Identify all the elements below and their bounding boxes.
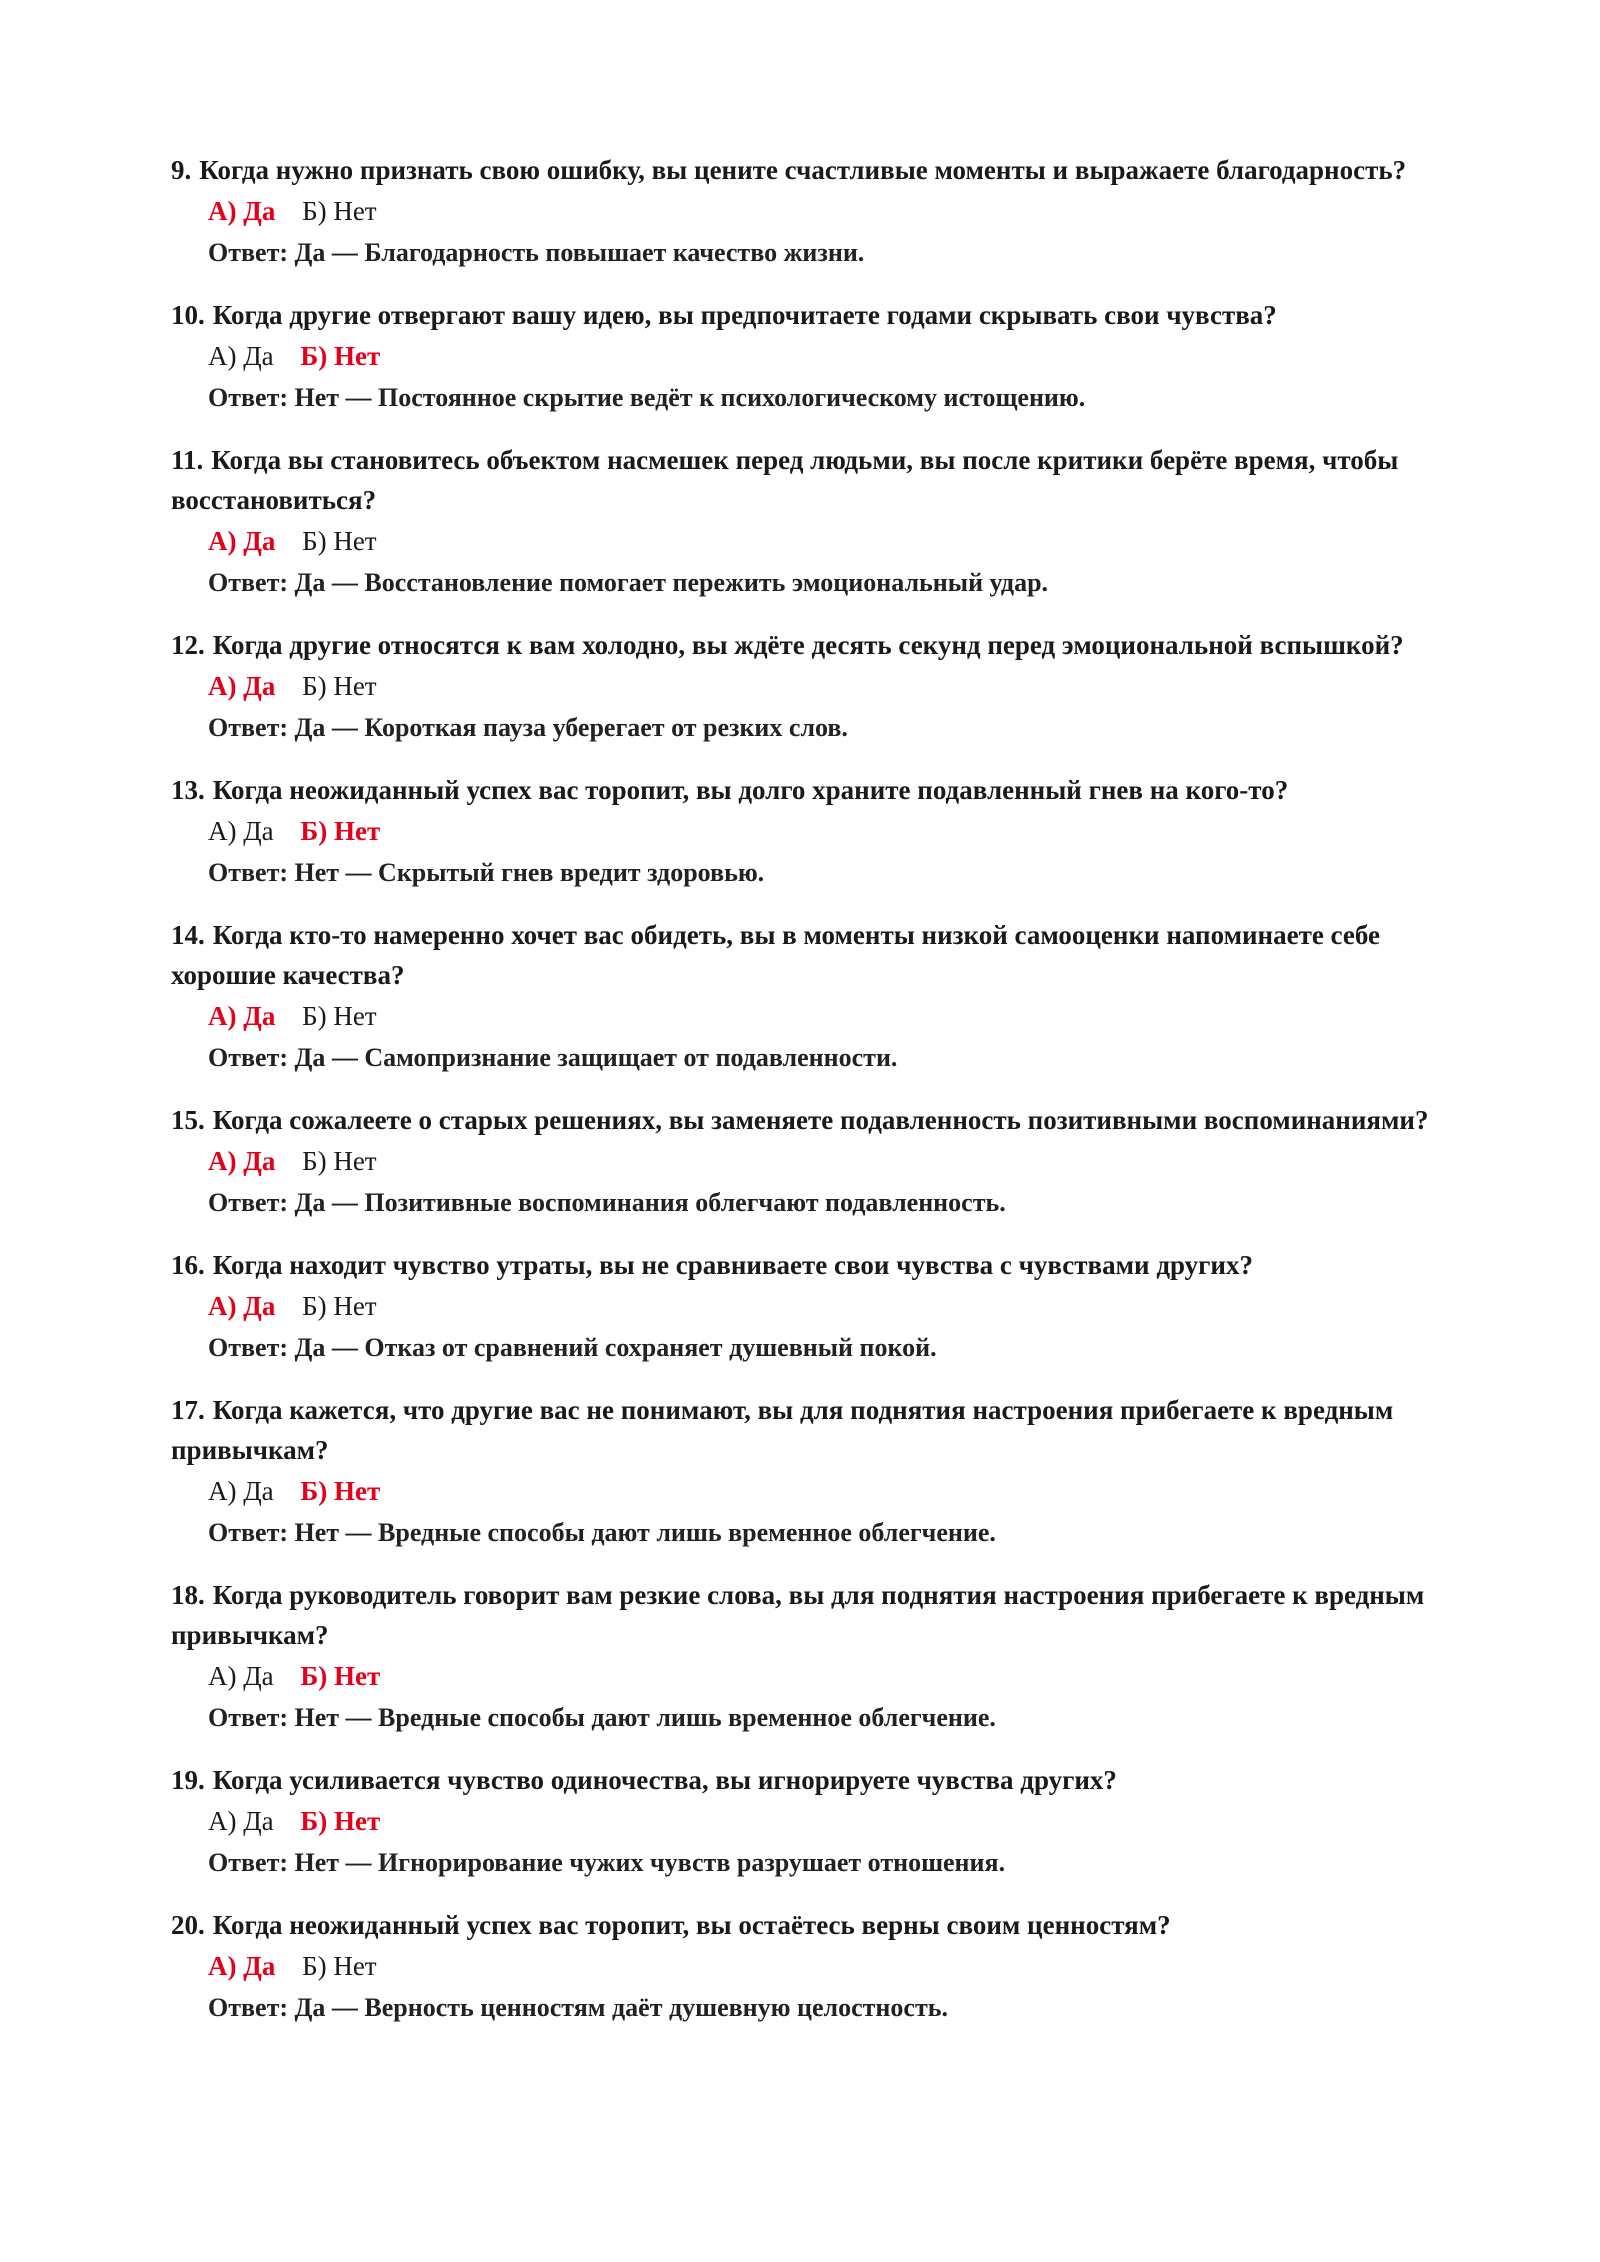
question-16 — [171, 1245, 1461, 1369]
option-b[interactable]: Б) Нет — [300, 341, 381, 371]
question-text — [171, 150, 1461, 190]
quiz-page — [171, 150, 1461, 2050]
answer-explanation: Ответ: Да — Короткая пауза уберегает от резких слов. — [208, 713, 848, 742]
question-body: Когда кто-то намеренно хочет вас обидеть, вы в моменты низкой самооценки напоминаете себе хорошие качества? — [171, 920, 1380, 990]
option-b[interactable]: Б) Нет — [302, 1291, 377, 1321]
question-body: Когда находит чувство утраты, вы не сравниваете свои чувства с чувствами других? — [212, 1250, 1253, 1280]
option-a[interactable]: А) Да — [208, 1476, 274, 1506]
question-body: Когда сожалеете о старых решениях, вы заменяете подавленность позитивными воспоминаниями? — [212, 1105, 1429, 1135]
answer-explanation: Ответ: Нет — Скрытый гнев вредит здоровью. — [208, 858, 765, 887]
answer-options — [208, 1470, 1461, 1512]
question-15 — [171, 1100, 1461, 1224]
answer-explanation: Ответ: Да — Отказ от сравнений сохраняет душевный покой. — [208, 1333, 937, 1362]
question-text — [171, 915, 1461, 995]
question-body: Когда кажется, что другие вас не понимают, вы для поднятия настроения прибегаете к вредным привычкам? — [171, 1395, 1394, 1465]
question-number: 18. — [171, 1580, 205, 1610]
option-b[interactable]: Б) Нет — [302, 1951, 377, 1981]
question-text — [171, 1100, 1461, 1140]
question-number: 11. — [171, 445, 204, 475]
question-text — [171, 1760, 1461, 1800]
question-text — [171, 1575, 1461, 1655]
option-b[interactable]: Б) Нет — [300, 1806, 381, 1836]
question-19 — [171, 1760, 1461, 1884]
answer-options — [208, 520, 1461, 562]
option-b[interactable]: Б) Нет — [302, 1146, 377, 1176]
question-body: Когда усиливается чувство одиночества, вы игнорируете чувства других? — [212, 1765, 1117, 1795]
option-b[interactable]: Б) Нет — [300, 1476, 381, 1506]
question-number: 15. — [171, 1105, 205, 1135]
question-number: 17. — [171, 1395, 205, 1425]
answer-explanation: Ответ: Да — Верность ценностям даёт душевную целостность. — [208, 1993, 948, 2022]
question-text — [171, 1245, 1461, 1285]
answer-options — [208, 995, 1461, 1037]
answer-options — [208, 1800, 1461, 1842]
answer-options — [208, 810, 1461, 852]
answer-explanation: Ответ: Да — Восстановление помогает пережить эмоциональный удар. — [208, 568, 1049, 597]
question-12 — [171, 625, 1461, 749]
option-b[interactable]: Б) Нет — [302, 196, 377, 226]
option-a[interactable]: А) Да — [208, 816, 274, 846]
answer-explanation: Ответ: Нет — Вредные способы дают лишь временное облегчение. — [208, 1703, 996, 1732]
question-number: 10. — [171, 300, 205, 330]
question-body: Когда неожиданный успех вас торопит, вы остаётесь верны своим ценностям? — [212, 1910, 1171, 1940]
answer-options — [208, 1285, 1461, 1327]
option-b[interactable]: Б) Нет — [302, 526, 377, 556]
answer-options — [208, 1140, 1461, 1182]
option-a[interactable]: А) Да — [208, 196, 276, 226]
option-a[interactable]: А) Да — [208, 1146, 276, 1176]
question-10 — [171, 295, 1461, 419]
answer-explanation: Ответ: Нет — Вредные способы дают лишь временное облегчение. — [208, 1518, 996, 1547]
question-number: 12. — [171, 630, 205, 660]
option-b[interactable]: Б) Нет — [302, 1001, 377, 1031]
answer-explanation: Ответ: Да — Благодарность повышает качество жизни. — [208, 238, 865, 267]
answer-explanation: Ответ: Нет — Постоянное скрытие ведёт к психологическому истощению. — [208, 383, 1086, 412]
question-17 — [171, 1390, 1461, 1554]
option-b[interactable]: Б) Нет — [300, 816, 381, 846]
question-body: Когда нужно признать свою ошибку, вы цените счастливые моменты и выражаете благодарность? — [199, 155, 1407, 185]
question-text — [171, 295, 1461, 335]
question-14 — [171, 915, 1461, 1079]
question-number: 13. — [171, 775, 205, 805]
option-a[interactable]: А) Да — [208, 1001, 276, 1031]
option-a[interactable]: А) Да — [208, 526, 276, 556]
answer-options — [208, 335, 1461, 377]
answer-explanation: Ответ: Да — Самопризнание защищает от подавленности. — [208, 1043, 898, 1072]
answer-options — [208, 190, 1461, 232]
question-number: 9. — [171, 155, 192, 185]
answer-options — [208, 1655, 1461, 1697]
answer-options — [208, 665, 1461, 707]
option-a[interactable]: А) Да — [208, 1951, 276, 1981]
question-text — [171, 770, 1461, 810]
question-number: 16. — [171, 1250, 205, 1280]
answer-explanation: Ответ: Да — Позитивные воспоминания облегчают подавленность. — [208, 1188, 1006, 1217]
option-a[interactable]: А) Да — [208, 671, 276, 701]
question-number: 19. — [171, 1765, 205, 1795]
question-11 — [171, 440, 1461, 604]
question-body: Когда неожиданный успех вас торопит, вы долго храните подавленный гнев на кого-то? — [212, 775, 1289, 805]
question-body: Когда руководитель говорит вам резкие слова, вы для поднятия настроения прибегаете к вредным привычкам? — [171, 1580, 1425, 1650]
option-a[interactable]: А) Да — [208, 341, 274, 371]
question-13 — [171, 770, 1461, 894]
question-text — [171, 1905, 1461, 1945]
answer-options — [208, 1945, 1461, 1987]
question-20 — [171, 1905, 1461, 2029]
option-a[interactable]: А) Да — [208, 1291, 276, 1321]
question-text — [171, 625, 1461, 665]
answer-explanation: Ответ: Нет — Игнорирование чужих чувств разрушает отношения. — [208, 1848, 1006, 1877]
question-18 — [171, 1575, 1461, 1739]
question-number: 14. — [171, 920, 205, 950]
option-a[interactable]: А) Да — [208, 1806, 274, 1836]
question-text — [171, 440, 1461, 520]
question-body: Когда другие относятся к вам холодно, вы ждёте десять секунд перед эмоциональной вспышкой? — [212, 630, 1404, 660]
option-a[interactable]: А) Да — [208, 1661, 274, 1691]
question-number: 20. — [171, 1910, 205, 1940]
question-body: Когда вы становитесь объектом насмешек перед людьми, вы после критики берёте время, чтобы восстановиться? — [171, 445, 1399, 515]
question-9 — [171, 150, 1461, 274]
option-b[interactable]: Б) Нет — [302, 671, 377, 701]
option-b[interactable]: Б) Нет — [300, 1661, 381, 1691]
question-text — [171, 1390, 1461, 1470]
question-body: Когда другие отвергают вашу идею, вы предпочитаете годами скрывать свои чувства? — [212, 300, 1277, 330]
